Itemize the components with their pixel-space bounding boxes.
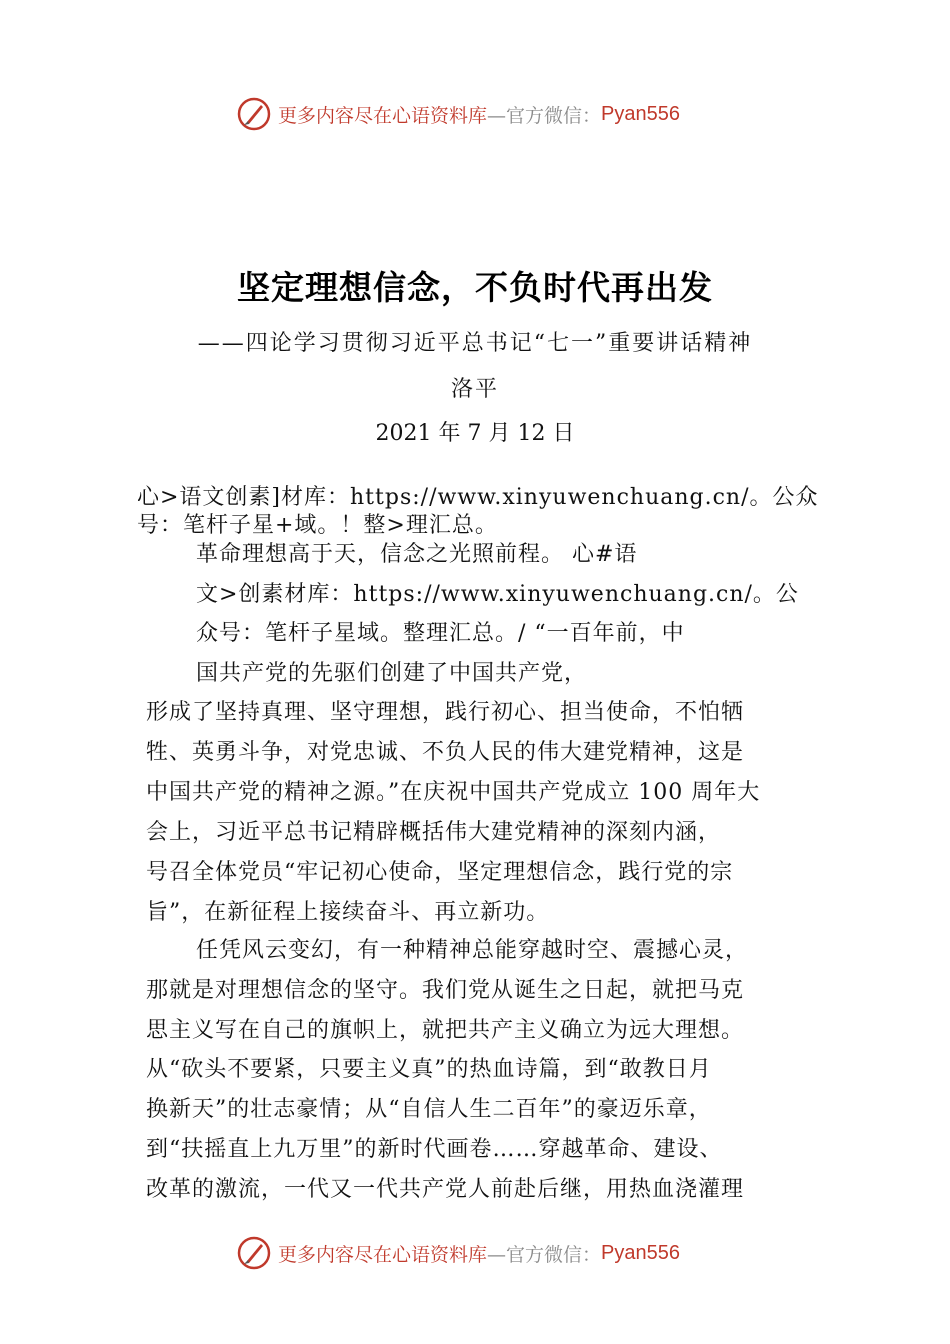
body-line: 从“砍头不要紧，只要主义真”的热血诗篇，到“敢教日月	[146, 1057, 712, 1082]
body-line: 换新天”的壮志豪情；从“自信人生二百年”的豪迈乐章，	[146, 1097, 712, 1122]
body-line: 文>创素材库：https://www.xinyuwenchuang.cn/。公	[196, 582, 799, 607]
document-date: 2021 年 7 月 12 日	[375, 421, 575, 446]
banner-wechat-id: Pyan556	[601, 102, 680, 125]
quill-pen-icon	[236, 1235, 272, 1271]
body-line: 号召全体党员“牢记初心使命，坚定理想信念，践行党的宗	[146, 860, 734, 885]
body-line: 会上，习近平总书记精辟概括伟大建党精神的深刻内涵，	[146, 820, 722, 845]
body-line: 国共产党的先驱们创建了中国共产党，	[196, 661, 588, 686]
body-line: 思主义写在自己的旗帜上，就把共产主义确立为远大理想。	[146, 1018, 745, 1043]
quill-pen-icon	[236, 96, 272, 132]
body-line: 革命理想高于天，信念之光照前程。 心#语	[196, 542, 638, 567]
body-line: 任凭风云变幻，有一种精神总能穿越时空、震撼心灵，	[196, 938, 749, 963]
document-title: 坚定理想信念，不负时代再出发	[237, 268, 713, 307]
body-line: 牲、英勇斗争，对党忠诚、不负人民的伟大建党精神，这是	[146, 740, 745, 765]
body-line: 众号：笔杆子星域。整理汇总。/ “一百年前，中	[196, 621, 685, 646]
body-line: 那就是对理想信念的坚守。我们党从诞生之日起，就把马克	[146, 978, 745, 1003]
banner-red-text: 更多内容尽在心语资料库	[278, 104, 488, 127]
banner-gray-text: —官方微信：	[487, 1243, 602, 1266]
notice-line-2: 号：笔杆子星+域。！整>理汇总。	[137, 513, 498, 538]
body-line: 改革的激流，一代又一代共产党人前赴后继，用热血浇灌理	[146, 1177, 745, 1202]
body-line: 中国共产党的精神之源。”在庆祝中国共产党成立 100 周年大	[146, 780, 761, 805]
body-line: 到“扶摇直上九万里”的新时代画卷……穿越革命、建设、	[146, 1137, 723, 1162]
document-subtitle: ——四论学习贯彻习近平总书记“七一”重要讲话精神	[197, 331, 753, 356]
notice-line-1: 心>语文创素]材库：https://www.xinyuwenchuang.cn/。公众	[137, 485, 819, 510]
body-line: 旨”，在新征程上接续奋斗、再立新功。	[146, 900, 550, 925]
banner-red-text: 更多内容尽在心语资料库	[278, 1243, 488, 1266]
footer-banner	[236, 1233, 680, 1273]
banner-gray-text: —官方微信：	[487, 104, 602, 127]
body-line: 形成了坚持真理、坚守理想，践行初心、担当使命，不怕牺	[146, 700, 745, 725]
banner-wechat-id: Pyan556	[601, 1241, 680, 1264]
header-banner	[236, 94, 680, 134]
document-author: 洛平	[450, 377, 499, 402]
